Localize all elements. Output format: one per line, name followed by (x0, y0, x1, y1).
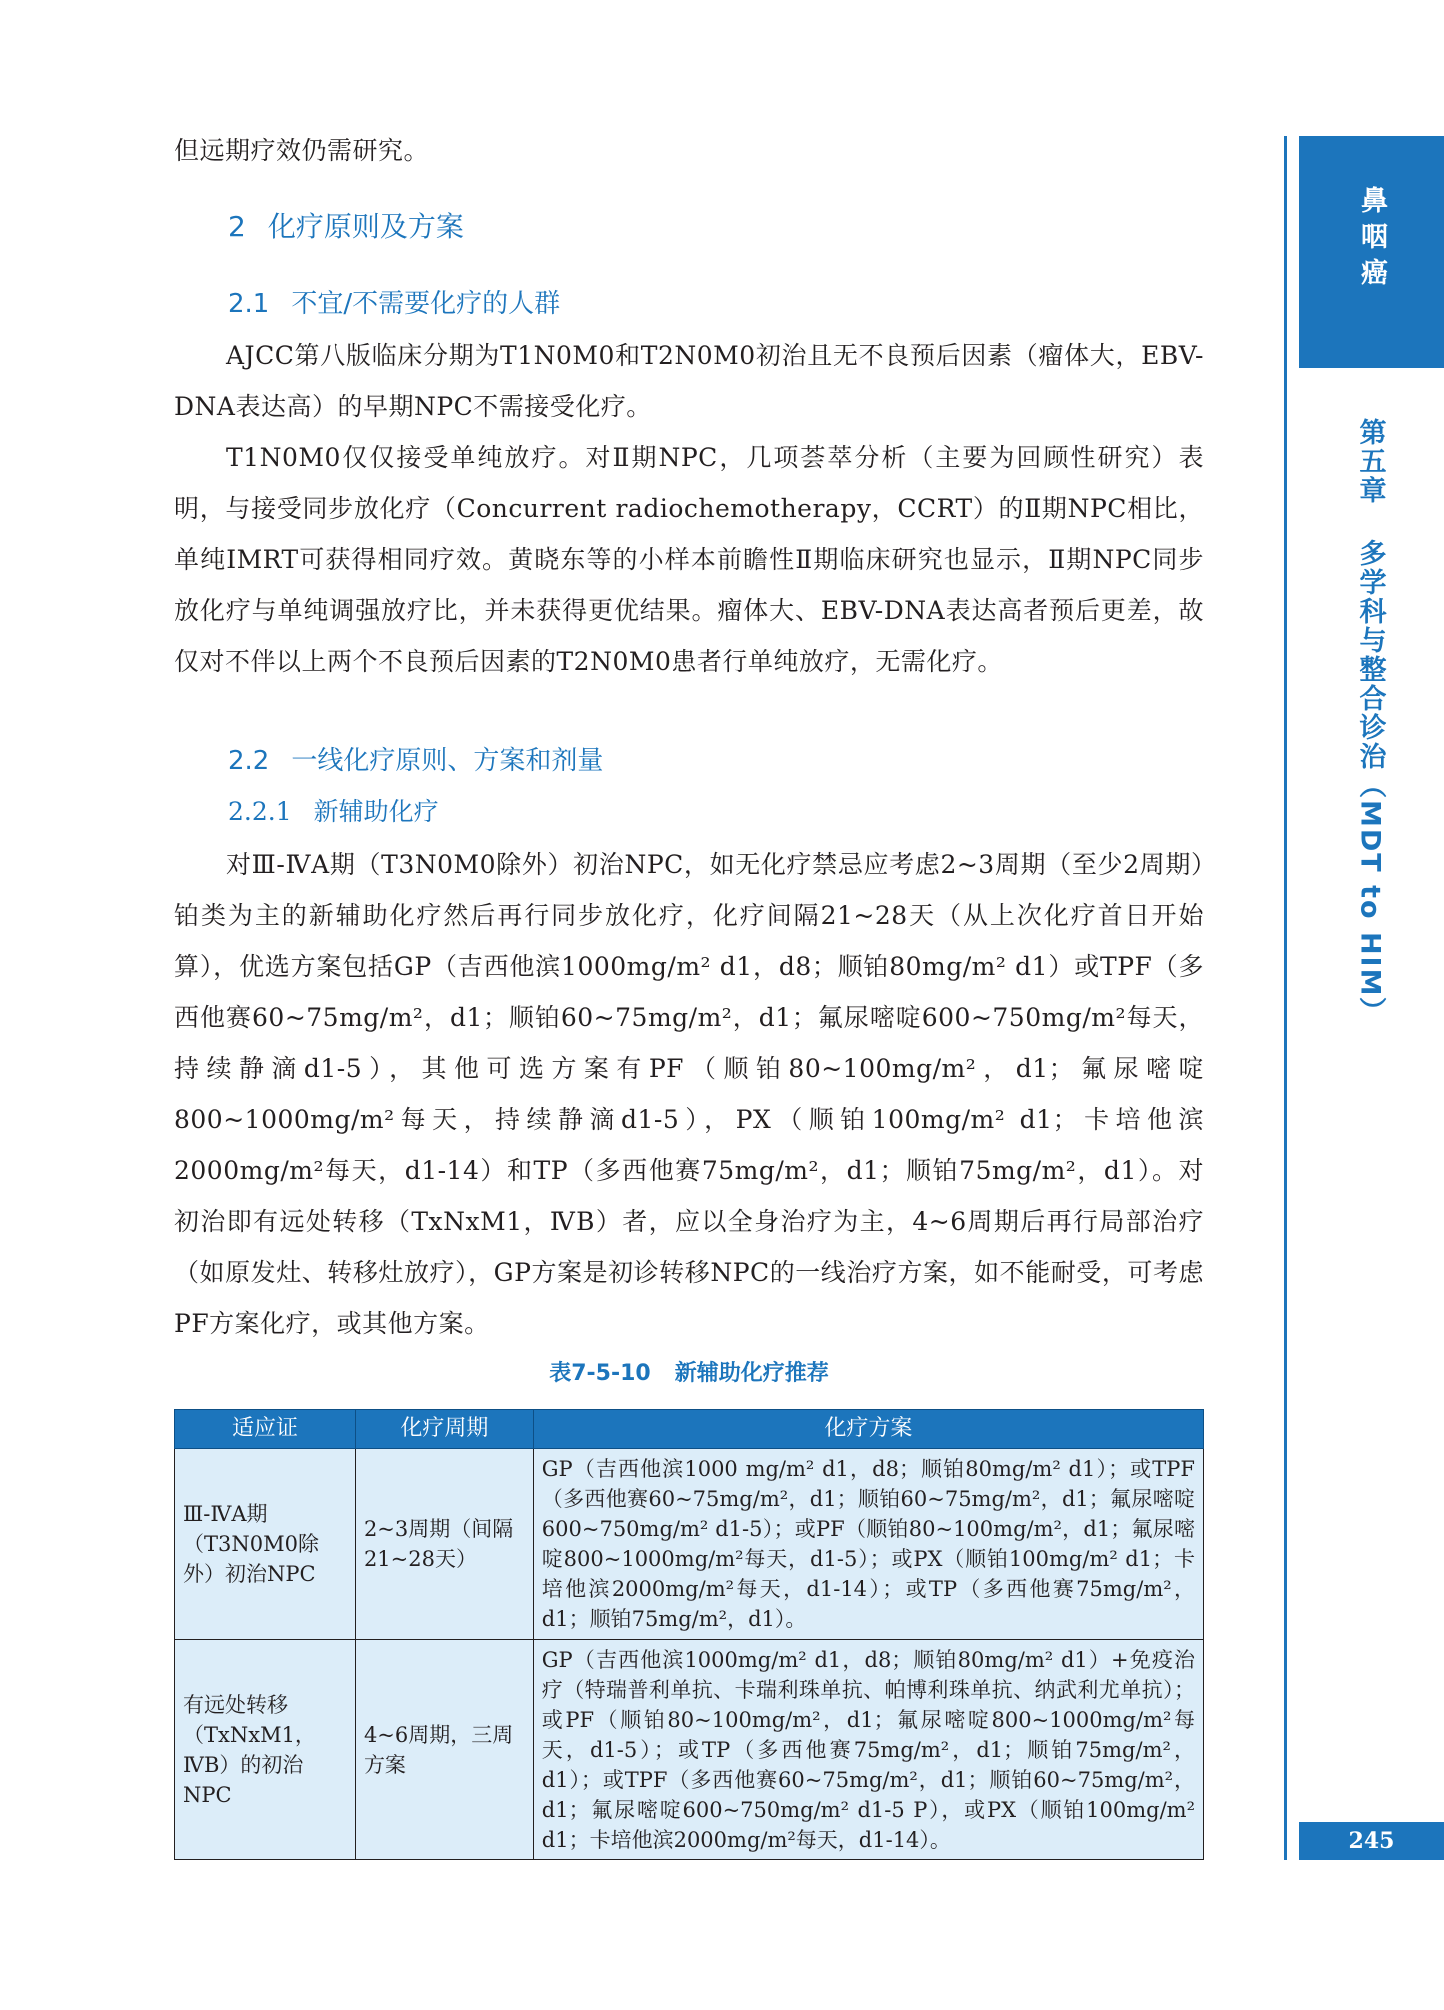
header-cycle: 化疗周期 (355, 1410, 533, 1449)
chapter-label (1340, 418, 1400, 1026)
table-caption (174, 1356, 1204, 1387)
section-number: 2.1 (228, 289, 270, 319)
header-indication: 适应证 (175, 1410, 356, 1449)
table-header-row (175, 1410, 1204, 1449)
section-heading-2-1 (228, 283, 560, 320)
section-number: 2 (228, 210, 246, 243)
book-tab-title: 鼻咽癌 (1356, 186, 1387, 294)
chapter-vertical-text (1351, 418, 1390, 1026)
section-title: 一线化疗原则、方案和剂量 (291, 746, 604, 776)
section-title: 新辅助化疗 (313, 797, 439, 826)
paragraph-3: 对Ⅲ-ⅣA期（T3N0M0除外）初治NPC，如无化疗禁忌应考虑2~3周期（至少2周期）铂类为主的新辅助化疗然后再行同步放化疗，化疗间隔21~28天（从上次化疗首日开始算），优选方案包括GP（吉西他滨1000mg/m² d1，d8；顺铂80mg/m² d1）或TPF（多西他赛60~75mg/m²，d1；顺铂60~75mg/m²，d1；氟尿嘧啶600~750mg/m²每天，持续静滴d1-5），其他可选方案有PF（顺铂80~100mg/m²，d1；氟尿嘧啶800~1000mg/m²每天，持续静滴d1-5），PX（顺铂100mg/m² d1；卡培他滨2000mg/m²每天，d1-14）和TP（多西他赛75mg/m²，d1；顺铂75mg/m²，d1）。对初治即有远处转移（TxNxM1，ⅣB）者，应以全身治疗为主，4~6周期后再行局部治疗（如原发灶、转移灶放疗），GP方案是初诊转移NPC的一线治疗方案，如不能耐受，可考虑PF方案化疗，或其他方案。 (174, 850, 1204, 1338)
cell-cycle: 4~6周期，三周方案 (355, 1640, 533, 1860)
section-title: 不宜/不需要化疗的人群 (291, 289, 561, 319)
book-tab (1299, 136, 1444, 368)
chapter-number: 第五章 (1354, 418, 1386, 505)
table-row (175, 1449, 1204, 1640)
table-row (175, 1640, 1204, 1860)
section-number: 2.2.1 (228, 797, 292, 826)
paragraph-2: T1N0M0仅仅接受单纯放疗。对Ⅱ期NPC，几项荟萃分析（主要为回顾性研究）表明，与接受同步放化疗（Concurrent radiochemotherapy，CCRT）的Ⅱ期NPC相比，单纯IMRT可获得相同疗效。黄晓东等的小样本前瞻性Ⅱ期临床研究也显示，Ⅱ期NPC同步放化疗与单纯调强放疗比，并未获得更优结果。瘤体大、EBV-DNA表达高者预后更差，故仅对不伴以上两个不良预后因素的T2N0M0患者行单纯放疗，无需化疗。 (174, 443, 1204, 676)
section-heading-2 (228, 205, 464, 245)
paragraph-continued: 但远期疗效仍需研究。 (174, 136, 430, 165)
cell-cycle: 2~3周期（间隔21~28天） (355, 1449, 533, 1640)
table-caption-title: 新辅助化疗推荐 (674, 1361, 829, 1386)
section-number: 2.2 (228, 746, 270, 776)
page-number: 245 (1299, 1822, 1444, 1860)
section-heading-2-2-1 (228, 792, 439, 828)
table-caption-number: 表7-5-10 (549, 1361, 651, 1386)
cell-indication: 有远处转移（TxNxM1，ⅣB）的初治NPC (175, 1640, 356, 1860)
cell-indication: Ⅲ-ⅣA期（T3N0M0除外）初治NPC (175, 1449, 356, 1640)
section-title: 化疗原则及方案 (267, 210, 464, 243)
paragraph-1: AJCC第八版临床分期为T1N0M0和T2N0M0初治且无不良预后因素（瘤体大，EBV-DNA表达高）的早期NPC不需接受化疗。 (174, 341, 1204, 421)
cell-plan: GP（吉西他滨1000 mg/m² d1，d8；顺铂80mg/m² d1）；或TPF（多西他赛60~75mg/m²，d1；顺铂60~75mg/m²，d1；氟尿嘧啶600~750mg/m² d1-5）；或PF（顺铂80~100mg/m²，d1；氟尿嘧啶800~1000mg/m²每天，d1-5）；或PX（顺铂100mg/m² d1；卡培他滨2000mg/m²每天，d1-14）；或TP（多西他赛75mg/m²，d1；顺铂75mg/m²，d1）。 (533, 1449, 1203, 1640)
recommendation-table (174, 1409, 1204, 1860)
cell-plan: GP（吉西他滨1000mg/m² d1，d8；顺铂80mg/m² d1）+免疫治疗（特瑞普利单抗、卡瑞利珠单抗、帕博利珠单抗、纳武利尤单抗）；或PF（顺铂80~100mg/m²，d1；氟尿嘧啶800~1000mg/m²每天，d1-5）；或TP（多西他赛75mg/m²，d1；顺铂75mg/m²，d1）；或TPF（多西他赛60~75mg/m²，d1；顺铂60~75mg/m²，d1；氟尿嘧啶600~750mg/m² d1-5 P），或PX（顺铂100mg/m² d1；卡培他滨2000mg/m²每天，d1-14）。 (533, 1640, 1203, 1860)
section-heading-2-2 (228, 740, 603, 777)
header-plan: 化疗方案 (533, 1410, 1203, 1449)
side-divider-line (1284, 136, 1287, 1860)
chapter-title: 多学科与整合诊治（MDT to HIM） (1354, 539, 1386, 1027)
